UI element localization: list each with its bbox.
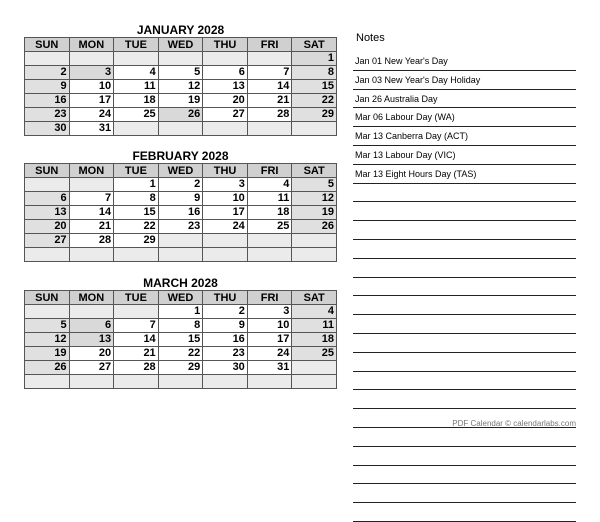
note-line [353, 221, 576, 240]
day-cell: 25 [247, 220, 292, 234]
day-cell: 16 [158, 206, 203, 220]
week-row [25, 94, 337, 108]
day-cell: 22 [158, 347, 203, 361]
day-cell: 6 [69, 319, 114, 333]
weekday-header: SAT [292, 164, 337, 178]
empty-cell [158, 52, 203, 66]
day-cell: 25 [114, 108, 159, 122]
day-cell: 16 [203, 333, 248, 347]
day-cell: 18 [247, 206, 292, 220]
week-row [25, 122, 337, 136]
weekday-header: WED [158, 38, 203, 52]
day-cell: 16 [25, 94, 70, 108]
day-cell: 9 [203, 319, 248, 333]
day-cell: 12 [292, 192, 337, 206]
week-row [25, 52, 337, 66]
day-cell: 5 [158, 66, 203, 80]
day-cell: 1 [114, 178, 159, 192]
day-cell: 25 [292, 347, 337, 361]
weekday-header: TUE [114, 164, 159, 178]
empty-cell [247, 234, 292, 248]
month-title: JANUARY 2028 [136, 23, 225, 37]
empty-cell [158, 122, 203, 136]
day-cell: 12 [25, 333, 70, 347]
empty-cell [114, 122, 159, 136]
note-line [353, 240, 576, 259]
day-cell: 26 [25, 361, 70, 375]
footer-credit: PDF Calendar © calendarlabs.com [452, 419, 576, 428]
empty-cell [69, 178, 114, 192]
day-cell: 27 [69, 361, 114, 375]
day-cell: 1 [158, 305, 203, 319]
day-cell: 22 [292, 94, 337, 108]
day-cell: 23 [158, 220, 203, 234]
week-row [25, 319, 337, 333]
day-cell: 19 [25, 347, 70, 361]
day-cell: 2 [25, 66, 70, 80]
weekday-header: MON [69, 291, 114, 305]
day-cell: 11 [114, 80, 159, 94]
empty-cell [247, 375, 292, 389]
empty-cell [247, 122, 292, 136]
note-line [353, 466, 576, 485]
week-row [25, 220, 337, 234]
day-cell: 20 [203, 94, 248, 108]
day-cell: 24 [203, 220, 248, 234]
empty-cell [69, 375, 114, 389]
day-cell: 4 [292, 305, 337, 319]
week-row [25, 192, 337, 206]
month-march [24, 276, 337, 389]
day-cell: 14 [114, 333, 159, 347]
day-cell: 27 [25, 234, 70, 248]
day-cell: 24 [69, 108, 114, 122]
note-line [353, 334, 576, 353]
week-row [25, 361, 337, 375]
day-cell: 31 [69, 122, 114, 136]
day-cell: 3 [69, 66, 114, 80]
day-cell: 20 [69, 347, 114, 361]
day-cell: 7 [247, 66, 292, 80]
note-line [353, 315, 576, 334]
day-cell: 26 [158, 108, 203, 122]
note-line [353, 503, 576, 522]
empty-cell [247, 52, 292, 66]
day-cell: 29 [114, 234, 159, 248]
empty-cell [25, 178, 70, 192]
empty-cell [158, 248, 203, 262]
month-title: MARCH 2028 [143, 276, 218, 290]
day-cell: 2 [158, 178, 203, 192]
empty-cell [203, 375, 248, 389]
day-cell: 30 [25, 122, 70, 136]
day-cell: 13 [25, 206, 70, 220]
day-cell: 28 [69, 234, 114, 248]
day-cell: 7 [69, 192, 114, 206]
note-line [353, 353, 576, 372]
week-row [25, 248, 337, 262]
weekday-header: THU [203, 164, 248, 178]
week-row [25, 178, 337, 192]
week-row [25, 80, 337, 94]
week-row [25, 375, 337, 389]
day-cell: 10 [203, 192, 248, 206]
notes-list [353, 52, 576, 522]
note-line: Mar 13 Canberra Day (ACT) [353, 127, 576, 146]
weekday-header: FRI [247, 164, 292, 178]
day-cell: 6 [25, 192, 70, 206]
note-line: Jan 01 New Year's Day [353, 52, 576, 71]
day-cell: 28 [114, 361, 159, 375]
note-line: Jan 26 Australia Day [353, 90, 576, 109]
day-cell: 7 [114, 319, 159, 333]
day-cell: 17 [247, 333, 292, 347]
empty-cell [25, 248, 70, 262]
weekday-header: FRI [247, 291, 292, 305]
day-cell: 29 [292, 108, 337, 122]
day-cell: 30 [203, 361, 248, 375]
day-cell: 23 [203, 347, 248, 361]
week-row [25, 305, 337, 319]
day-cell: 21 [69, 220, 114, 234]
note-line [353, 296, 576, 315]
calendar-grid [24, 37, 337, 136]
day-cell: 27 [203, 108, 248, 122]
month-february [24, 149, 337, 262]
empty-cell [292, 122, 337, 136]
day-cell: 8 [158, 319, 203, 333]
note-line [353, 428, 576, 447]
weekday-header: TUE [114, 291, 159, 305]
weekday-header: THU [203, 38, 248, 52]
week-row [25, 347, 337, 361]
empty-cell [25, 52, 70, 66]
day-cell: 20 [25, 220, 70, 234]
empty-cell [292, 248, 337, 262]
day-cell: 26 [292, 220, 337, 234]
empty-cell [247, 248, 292, 262]
empty-cell [203, 234, 248, 248]
empty-cell [203, 52, 248, 66]
day-cell: 21 [114, 347, 159, 361]
empty-cell [292, 234, 337, 248]
day-cell: 19 [158, 94, 203, 108]
day-cell: 8 [292, 66, 337, 80]
day-cell: 8 [114, 192, 159, 206]
weekday-header: MON [69, 38, 114, 52]
day-cell: 6 [203, 66, 248, 80]
day-cell: 11 [292, 319, 337, 333]
empty-cell [25, 375, 70, 389]
day-cell: 13 [203, 80, 248, 94]
empty-cell [203, 248, 248, 262]
weekday-header: SUN [25, 291, 70, 305]
note-line [353, 184, 576, 203]
note-line [353, 372, 576, 391]
day-cell: 15 [114, 206, 159, 220]
note-line [353, 484, 576, 503]
note-line: Mar 13 Eight Hours Day (TAS) [353, 165, 576, 184]
day-cell: 14 [247, 80, 292, 94]
calendar-grid [24, 290, 337, 389]
weekday-header: FRI [247, 38, 292, 52]
weekday-header: WED [158, 164, 203, 178]
day-cell: 29 [158, 361, 203, 375]
weekday-header: SUN [25, 164, 70, 178]
day-cell: 3 [203, 178, 248, 192]
empty-cell [25, 305, 70, 319]
day-cell: 13 [69, 333, 114, 347]
day-cell: 10 [69, 80, 114, 94]
notes-title: Notes [356, 32, 385, 44]
day-cell: 3 [247, 305, 292, 319]
day-cell: 23 [25, 108, 70, 122]
day-cell: 4 [114, 66, 159, 80]
empty-cell [292, 375, 337, 389]
empty-cell [69, 52, 114, 66]
day-cell: 18 [114, 94, 159, 108]
note-line: Mar 13 Labour Day (VIC) [353, 146, 576, 165]
weekday-header: MON [69, 164, 114, 178]
week-row [25, 333, 337, 347]
note-line [353, 390, 576, 409]
day-cell: 5 [25, 319, 70, 333]
day-cell: 18 [292, 333, 337, 347]
day-cell: 14 [69, 206, 114, 220]
day-cell: 22 [114, 220, 159, 234]
day-cell: 12 [158, 80, 203, 94]
day-cell: 24 [247, 347, 292, 361]
day-cell: 9 [158, 192, 203, 206]
empty-cell [114, 248, 159, 262]
day-cell: 28 [247, 108, 292, 122]
weekday-header: THU [203, 291, 248, 305]
day-cell: 31 [247, 361, 292, 375]
empty-cell [69, 305, 114, 319]
week-row [25, 108, 337, 122]
month-january [24, 23, 337, 136]
calendar-grid [24, 163, 337, 262]
empty-cell [158, 234, 203, 248]
day-cell: 9 [25, 80, 70, 94]
weekday-header: SAT [292, 291, 337, 305]
week-row [25, 66, 337, 80]
note-line: Jan 03 New Year's Day Holiday [353, 71, 576, 90]
day-cell: 21 [247, 94, 292, 108]
empty-cell [69, 248, 114, 262]
empty-cell [292, 361, 337, 375]
day-cell: 15 [158, 333, 203, 347]
day-cell: 17 [203, 206, 248, 220]
day-cell: 17 [69, 94, 114, 108]
note-line: Mar 06 Labour Day (WA) [353, 108, 576, 127]
note-line [353, 278, 576, 297]
empty-cell [114, 305, 159, 319]
weekday-header: WED [158, 291, 203, 305]
day-cell: 1 [292, 52, 337, 66]
month-title: FEBRUARY 2028 [132, 149, 229, 163]
day-cell: 2 [203, 305, 248, 319]
weekday-header: SAT [292, 38, 337, 52]
weekday-header: TUE [114, 38, 159, 52]
note-line [353, 259, 576, 278]
empty-cell [114, 52, 159, 66]
empty-cell [203, 122, 248, 136]
empty-cell [114, 375, 159, 389]
day-cell: 11 [247, 192, 292, 206]
week-row [25, 206, 337, 220]
weekday-header: SUN [25, 38, 70, 52]
week-row [25, 234, 337, 248]
day-cell: 5 [292, 178, 337, 192]
note-line [353, 202, 576, 221]
day-cell: 15 [292, 80, 337, 94]
empty-cell [158, 375, 203, 389]
day-cell: 10 [247, 319, 292, 333]
day-cell: 19 [292, 206, 337, 220]
day-cell: 4 [247, 178, 292, 192]
